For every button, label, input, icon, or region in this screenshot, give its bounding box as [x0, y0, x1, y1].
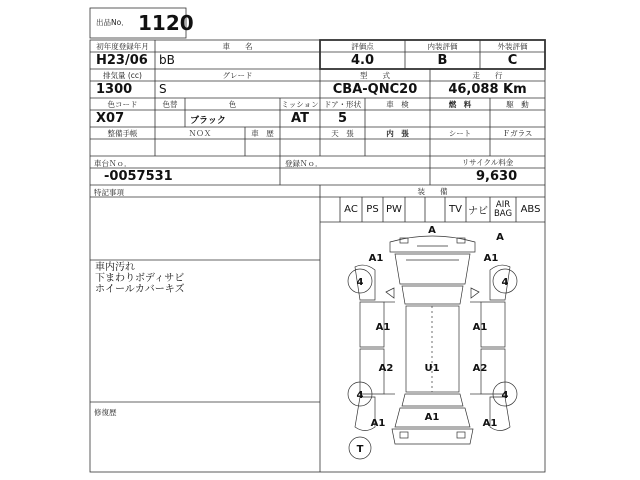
inspection-label: 車 検	[386, 99, 409, 109]
history-label: 車 歴	[251, 128, 274, 138]
mark-rear-right-quarter: A1	[482, 418, 498, 429]
color-code-value: X07	[96, 111, 125, 126]
grade-label: グレード	[222, 70, 253, 80]
mark-front-left-tire: 4	[356, 277, 364, 288]
reg-label: 登録Ｎｏ．	[285, 159, 323, 168]
mark-trunk: A1	[424, 412, 440, 423]
seat-label: シート	[448, 128, 472, 138]
year-value: H23/06	[96, 53, 148, 68]
equip-navi: ナビ	[468, 206, 488, 217]
color-change-label: 色替	[162, 99, 178, 109]
note-line: 下まわりボディサビ	[95, 273, 185, 284]
mark-front-right-door: A1	[472, 322, 488, 333]
interior-label: 内装評価	[427, 41, 458, 51]
displacement-label: 排気量 (cc)	[103, 70, 142, 80]
model-label: 型 式	[360, 70, 390, 80]
special-notes-label: 特記事項	[94, 188, 124, 197]
lot-label: 出品No．	[96, 18, 129, 27]
mark-front-left-door: A1	[375, 322, 391, 333]
color-value: ブラック	[190, 116, 226, 126]
lot-number: 1120	[138, 11, 194, 35]
score-value: 4.0	[350, 53, 375, 68]
score-label: 評価点	[351, 41, 374, 51]
mission-value: AT	[291, 111, 309, 126]
doors-value: 5	[337, 111, 348, 126]
mark-rear-left-door: A2	[378, 363, 394, 374]
interior-value: B	[437, 53, 448, 68]
mark-rear-right-tire: 4	[501, 390, 509, 401]
fglass-label: Ｆガラス	[502, 128, 533, 138]
manual-label: 整備手帳	[107, 128, 138, 138]
exterior-label: 外装評価	[497, 41, 528, 51]
equip-abs: ABS	[520, 204, 541, 215]
car-damage-diagram	[320, 222, 545, 472]
mark-front-right-fender: A1	[483, 253, 499, 264]
recycle-value: 9,630	[476, 169, 518, 184]
mileage-value: 46,088 Km	[448, 82, 527, 97]
equip-ps: PS	[366, 204, 379, 215]
car-name-value: bB	[159, 53, 175, 67]
mark-rear-left-tire: 4	[356, 390, 364, 401]
doors-label: ドア・形状	[323, 99, 362, 109]
sunroof-label: 天 張	[331, 128, 354, 138]
color-label: 色	[228, 99, 237, 109]
grade-value: S	[159, 82, 167, 96]
chassis-value: -0057531	[104, 169, 173, 184]
mark-top: A	[428, 225, 436, 236]
drive-label: 駆 動	[506, 99, 529, 109]
car-name-label: 車 名	[222, 41, 253, 51]
note-line: ホイールカバーキズ	[95, 284, 185, 295]
interior-tension-label: 内 張	[386, 128, 409, 138]
equip-airbag: AIR BAG	[493, 199, 513, 219]
mark-roof: U1	[424, 363, 440, 374]
color-code-label: 色コード	[107, 99, 138, 109]
chassis-label: 車台Ｎｏ．	[94, 159, 132, 168]
equip-pw: PW	[386, 204, 402, 215]
mark-front-left-fender: A1	[368, 253, 384, 264]
mark-spare-tire: T	[356, 444, 364, 455]
displacement-value: 1300	[96, 82, 133, 97]
model-value: CBA-QNC20	[332, 82, 418, 97]
equip-ac: AC	[344, 204, 358, 215]
year-label: 初年度登録年月	[96, 41, 149, 51]
fuel-label: 燃 料	[448, 99, 472, 109]
mark-front-right-tire: 4	[501, 277, 509, 288]
mark-rear-left-quarter: A1	[370, 418, 386, 429]
special-notes	[95, 262, 185, 295]
recycle-label: リサイクル料金	[461, 157, 514, 167]
repair-history-label: 修復歴	[94, 408, 117, 417]
exterior-value: C	[507, 53, 518, 68]
equipment-label: 装 備	[417, 186, 448, 196]
nox-label: ＮＯＸ	[188, 128, 212, 138]
mileage-label: 走 行	[472, 70, 503, 80]
equip-tv: TV	[449, 204, 462, 215]
mark-top-right: A	[496, 232, 504, 243]
mark-rear-right-door: A2	[472, 363, 488, 374]
note-line: 車内汚れ	[95, 262, 135, 273]
mission-label: ミッション	[281, 99, 319, 109]
